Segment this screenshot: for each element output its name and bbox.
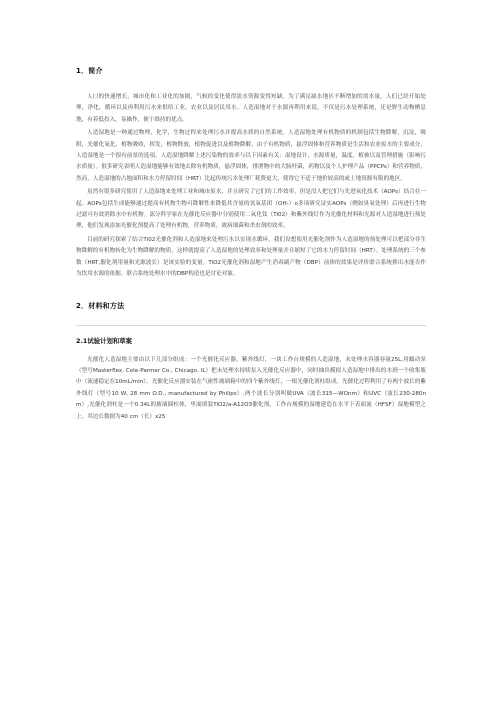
intro-paragraph-4: 目前的研究探索了结合Ti02光催化剂和人造湿地来处理污水以实现水循环。我们设想使用光催化剂作为人造湿地的预处理可以把部分非生物降解的有机物转化为生物降解的物质，这样就提高了人造湿地的处理效率和处理量并且缩短了它的水力停留时间（HRT）。处理系统的三个参数（HRT,催化剂用量和光源波长）是该实验的变量。TiO2光催化剂和湿地产生消毒副产物（DBP）前体的效果是评价联合系统排出水能否作为饮用水源的依据。联合系统处理水中的DBP构造也是讨论对象。: [76, 236, 426, 278]
section-heading-materials-methods: 2．材料和方法: [76, 301, 125, 310]
section-heading-introduction: 1．简介: [76, 67, 103, 75]
document-body: [76, 66, 426, 425]
intro-paragraph-2: 人造湿地是一种通过物理，化学，生物过程来处理污水并提高水质的自然系统。人造湿地处理有机物质的机制包括生物降解，沉淀，吸附，光催化氧化，植物吸收，挥发，植物释放，植物促进以及植物降解。由于有机物质，悬浮固体和营养物质是生活和农业废水的主要成分，人造湿地是一个很有前景的选项。人造湿地降解上述污染物的效率与以下因素有关：湿地设计，水源质量，温度，植被以及管理措施（影响污水质量）。很多研究表明人造湿地能够有效地去除有机物质，悬浮固体，排泄物中的大肠杆菌，药物以及个人护理产品（PPCPs）和营养物质。然而，人造湿地的占地面积和水力停留时间（HRT）比起传统污水处理厂耗费更大，使得它不适于地价较高的或土地资源有限的地区。: [76, 130, 426, 182]
methods-paragraph-1: 光催化人造湿地主要由以下几部分组成：一个光催化反应器，紫外线灯，一块工作台规模的人造湿地，未处理水容器容量25L,用蠕动泵（型号Masterflex, Cole-Parmer Co., Chicago, IL）把未处理水持续泵入光催化反应器中，同时抽出模拟人造湿地中排出的水到一个收集瓶中（流速稳定在10mL/min）。光催化反应器安装在气密性玻璃箱中的四个紫外线灯，一根光催化剂柱组成。光催化过程利用了有两个波长的紫外线灯（型号10 W, 28 mm O.D., manufactured by Philips）,两个波长分别叫做UVA（波长315—WOnm）和UVC（波长230-280nm）,光催化剂柱是一个0.34L的玻璃圆柱体，里面填装TiO2/a-A12O3催化剂。工作台规模的湿地建造在水平下表面流（HFSF）湿地模型之上，其边长数据为40 cm（长）x25: [76, 356, 426, 420]
section-divider: [76, 325, 426, 326]
intro-paragraph-1: 人口的快速增长，城市化和工业化的加剧，气候的变化使得淡水资源变得短缺。为了满足缺水地区不断增加的需水量，人们已经开始处理，净化，循环以及再利用污水来供给工业，农业以及居民用水。人造湿地对于水源再利用来说，不仅是污水处理系统，还是野生动物栖息地，有着低投入，易操作，便于维持的优点。: [76, 94, 426, 123]
subsection-heading-experiment-plan: 2.1试验计划和草案: [76, 336, 133, 345]
intro-paragraph-3: 虽然有很多研究使用了人造湿地来处理工业和城市废水，并且研究了它们的工作效率，但是没人把它们与先进氧化技术（AOPs）结合在一起。AOPs包括生成能够通过提高有机物生物可降解性来降低其含量的氢氧基团（OH-）o多项研究证实AOPs（例如臭氧处理）后再进行生物过滤可有效消除水中有机物。部分科学家在光催化反应器中分别使用二氧化钛（Ti02）和紫外线灯作为光催化材料和光源对人造湿地进行预处理，他们发现添加光催化剂提高了处理有机物，营养物质，致病细菌和杀虫剂的效率。: [76, 189, 426, 230]
